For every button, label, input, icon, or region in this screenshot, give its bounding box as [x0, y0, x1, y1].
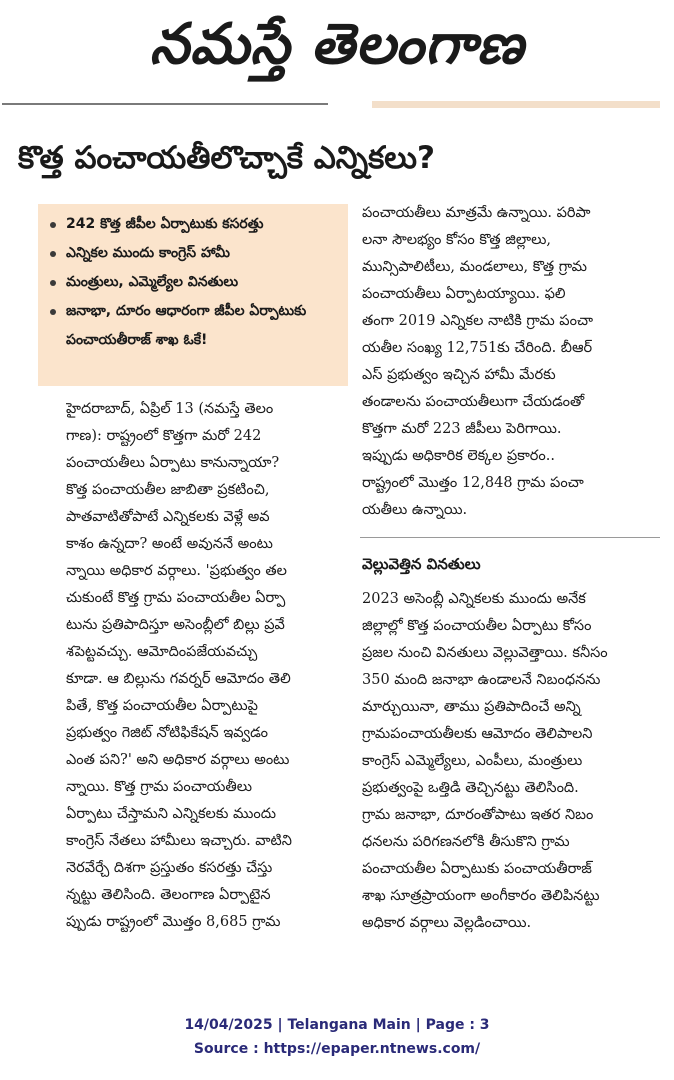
highlight-item	[50, 297, 340, 355]
text-line: గ్రామ జనాభా, దూరంతోపాటు ఇతర నిబం	[362, 807, 594, 823]
text-line: గాణ): రాష్ట్రంలో కొత్తగా మరో 242	[66, 428, 262, 444]
article-column-left	[66, 396, 348, 936]
text-line: పంచాయతీలు మాత్రమే ఉన్నాయి. పరిపా	[362, 205, 591, 221]
text-line: మున్సిపాలిటీలు, మండలాలు, కొత్త గ్రామ	[362, 259, 587, 275]
highlight-text: ఎన్నికల ముందు కాంగ్రెస్ హామీ	[66, 245, 230, 261]
text-line: అధికార వర్గాలు వెల్లడించాయి.	[362, 915, 532, 931]
text-line: ఇప్పుడు అధికారిక లెక్కల ప్రకారం..	[362, 448, 555, 464]
text-line: ప్రభుత్వం గెజిట్ నోటిఫికేషన్ ఇవ్వడం	[66, 725, 268, 741]
masthead-logo: నమస్తే తెలంగాణ	[149, 12, 525, 77]
article-column-right-bottom	[362, 586, 662, 937]
text-line: పితే, కొత్త పంచాయతీల ఏర్పాటుపై	[66, 698, 258, 714]
highlight-text: జనాభా, దూరం ఆధారంగా జీపీల ఏర్పాటుకు పంచాయతీరాజ్ శాఖ ఓకే!	[66, 303, 307, 348]
text-line: జిల్లాల్లో కొత్త పంచాయతీల ఏర్పాటు కోసం	[362, 618, 592, 634]
text-line: ప్రభుత్వంపై ఒత్తిడి తెచ్చినట్టు తెలిసింది.	[362, 780, 579, 796]
text-line: నెరవేర్చే దిశగా ప్రస్తుతం కసరత్తు చేస్తు	[66, 860, 273, 876]
text-line: మార్చుయినా, తాము ప్రతిపాదించే అన్ని	[362, 699, 581, 715]
text-line: పాతవాటితోపాటే ఎన్నికలకు వెళ్లే అవ	[66, 509, 270, 525]
text-line: గ్రామపంచాయతీలకు ఆమోదం తెలిపాలని	[362, 726, 593, 742]
bullet-icon	[50, 280, 56, 286]
highlight-text: 242 కొత్త జీపీల ఏర్పాటుకు కసరత్తు	[66, 216, 264, 232]
text-line: పంచాయతీల ఏర్పాటుకు పంచాయతీరాజ్	[362, 861, 592, 877]
text-line: కాంగ్రెస్ ఎమ్మెల్యేలు, ఎంపీలు, మంత్రులు	[362, 753, 583, 769]
text-line: న్నట్టు తెలిసింది. తెలంగాణ ఏర్పాటైన	[66, 887, 271, 903]
bullet-icon	[50, 309, 56, 315]
text-line: టును ప్రతిపాదిస్తూ అసెంబ్లీలో బిల్లు ప్రవే	[66, 617, 285, 633]
text-line: 350 మంది జనాభా ఉండాలనే నిబంధనను	[362, 672, 601, 688]
text-line: న్నాయి. కొత్త గ్రామ పంచాయతీలు	[66, 779, 252, 795]
text-line: హైదరాబాద్, ఏప్రిల్ 13 (నమస్తే తెలం	[66, 401, 274, 417]
article-subheading: వెల్లువెత్తిన వినతులు	[362, 555, 481, 573]
highlight-item	[50, 210, 340, 239]
text-line: కూడా. ఆ బిల్లును గవర్నర్ ఆమోదం తెలి	[66, 671, 291, 687]
text-line: యతీలు ఉన్నాయి.	[362, 502, 468, 518]
article-column-right-top	[362, 200, 662, 524]
text-line: పంచాయతీలు ఏర్పాటయ్యాయి. ఫలి	[362, 286, 566, 302]
footer-source: Source : https://epaper.ntnews.com/	[193, 1041, 481, 1057]
footer-date-edition: 14/04/2025 | Telangana Main | Page : 3	[184, 1017, 490, 1033]
text-line: చుకుంటే కొత్త గ్రామ పంచాయతీల ఏర్పా	[66, 590, 286, 606]
highlight-text: మంత్రులు, ఎమ్మెల్యేల వినతులు	[66, 274, 239, 290]
highlight-item	[50, 268, 340, 297]
bullet-icon	[50, 222, 56, 228]
text-line: ప్రజల నుంచి వినతులు వెల్లువెత్తాయి. కనీసం	[362, 645, 608, 661]
text-line: తంగా 2019 ఎన్నికల నాటికి గ్రామ పంచా	[362, 313, 593, 329]
divider-right	[372, 101, 660, 108]
text-line: న్నాయి అధికార వర్గాలు. 'ప్రభుత్వం తల	[66, 563, 287, 579]
divider-left	[2, 103, 328, 105]
subheading-divider	[360, 537, 660, 538]
highlights-box	[38, 204, 348, 386]
text-line: రాష్ట్రంలో మొత్తం 12,848 గ్రామ పంచా	[362, 475, 584, 491]
text-line: ఏర్పాటు చేస్తామని ఎన్నికలకు ముందు	[66, 806, 276, 822]
text-line: కొత్తగా మరో 223 జీపీలు పెరిగాయి.	[362, 421, 562, 437]
text-line: ఎంత పని?' అని అధికార వర్గాలు అంటు	[66, 752, 290, 768]
text-line: ప్పుడు రాష్ట్రంలో మొత్తం 8,685 గ్రామ	[66, 914, 281, 930]
text-line: ఎస్ ప్రభుత్వం ఇచ్చిన హామీ మేరకు	[362, 367, 556, 383]
text-line: కాశం ఉన్నదా? అంటే అవుననే అంటు	[66, 536, 273, 552]
text-line: యతీల సంఖ్య 12,751కు చేరింది. బీఆర్	[362, 340, 593, 356]
text-line: శపెట్టవచ్చు. ఆమోదింపజేయవచ్చు	[66, 644, 258, 660]
text-line: కొత్త పంచాయతీల జాబితా ప్రకటించి,	[66, 482, 270, 498]
article-headline: కొత్త పంచాయతీలొచ్చాకే ఎన్నికలు?	[18, 140, 435, 176]
text-line: తండాలను పంచాయతీలుగా చేయడంతో	[362, 394, 585, 410]
text-line: శాఖ సూత్రప్రాయంగా అంగీకారం తెలిపినట్టు	[362, 888, 600, 904]
text-line: పంచాయతీలు ఏర్పాటు కానున్నాయా?	[66, 455, 280, 471]
text-line: లనా సౌలభ్యం కోసం కొత్త జిల్లాలు,	[362, 232, 551, 248]
bullet-icon	[50, 251, 56, 257]
text-line: 2023 అసెంబ్లీ ఎన్నికలకు ముందు అనేక	[362, 591, 586, 607]
highlight-item	[50, 239, 340, 268]
text-line: కాంగ్రెస్ నేతలు హామీలు ఇచ్చారు. వాటిని	[66, 833, 292, 849]
text-line: ధనలను పరిగణనలోకి తీసుకొని గ్రామ	[362, 834, 570, 850]
